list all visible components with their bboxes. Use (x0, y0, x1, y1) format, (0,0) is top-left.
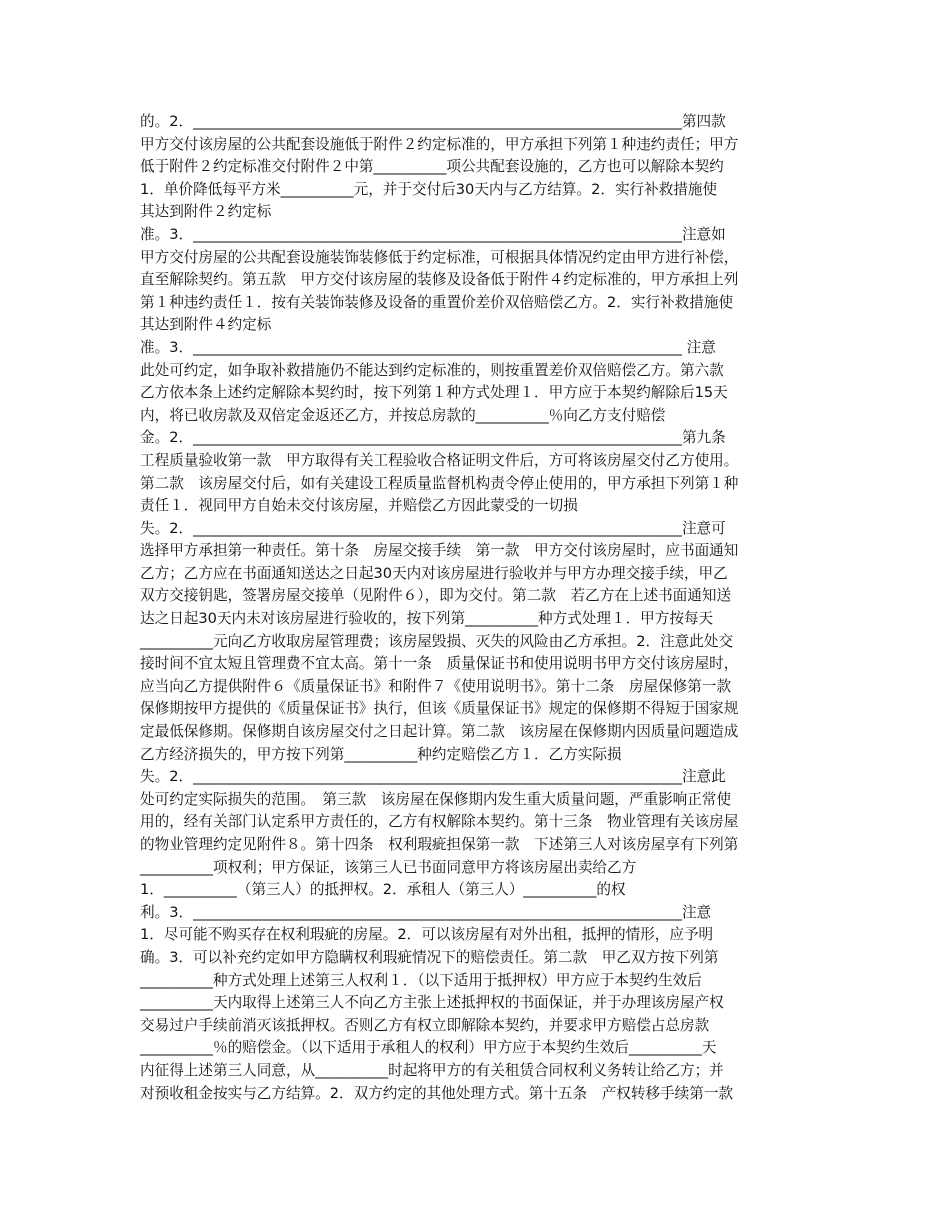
text-line: 选择甲方承担第一种责任。第十条 房屋交接手续 第一款 甲方交付该房屋时，应书面通知 (140, 542, 739, 560)
text-line: 1．尽可能不购买存在权利瑕疵的房屋。2．可以该房屋有对外出租，抵押的情形，应予明 (140, 926, 714, 944)
text-line: 失。2．___________________________________________________________________注意可 (140, 519, 726, 537)
text-line: 1．单价降低每平方米__________元，并于交付后30天内与乙方结算。2．实行补救措施使 (140, 180, 718, 198)
text-line: 直至解除契约。第五款 甲方交付该房屋的装修及设备低于附件４约定标准的，甲方承担上列 (140, 271, 739, 289)
text-line: __________项权利；甲方保证，该第三人已书面同意甲方将该房屋出卖给乙方 (140, 858, 637, 876)
text-line: 用的，经有关部门认定系甲方责任的，乙方有权解除本契约。第十三条 物业管理有关该房屋 (140, 813, 739, 831)
text-line: 内，将已收房款及双倍定金返还乙方，并按总房款的__________％向乙方支付赔偿 (140, 406, 666, 424)
text-line: 甲方交付该房屋的公共配套设施低于附件２约定标准的，甲方承担下列第１种违约责任；甲方 (140, 135, 739, 153)
text-line: 乙方；乙方应在书面通知送达之日起30天内对该房屋进行验收并与甲方办理交接手续，甲乙 (140, 564, 728, 582)
text-line: 甲方交付房屋的公共配套设施装饰装修低于约定标准，可根据具体情况约定由甲方进行补偿， (140, 248, 739, 266)
text-line: 责任１．视同甲方自始未交付该房屋，并赔偿乙方因此蒙受的一切损 (140, 497, 578, 515)
text-line: 应当向乙方提供附件６《质量保证书》和附件７《使用说明书》。第十二条 房屋保修第一款 (140, 677, 732, 695)
text-line: __________％的赔偿金。（以下适用于承租人的权利）甲方应于本契约生效后__________天 (140, 1039, 717, 1057)
text-line: 金。2．___________________________________________________________________第九条 (140, 429, 726, 447)
text-line: 的。2．___________________________________________________________________第四款 (140, 113, 726, 130)
text-line: 定最低保修期。保修期自该房屋交付之日起计算。第二款 该房屋在保修期内因质量问题造成 (140, 723, 739, 741)
text-line: __________种方式处理上述第三人权利１．（以下适用于抵押权）甲方应于本契约生效后 (140, 971, 702, 989)
text-line: 工程质量验收第一款 甲方取得有关工程验收合格证明文件后，方可将该房屋交付乙方使用。 (140, 451, 739, 469)
text-line: 第二款 该房屋交付后，如有关建设工程质量监督机构责令停止使用的，甲方承担下列第１种 (140, 474, 739, 492)
text-line: 其达到附件４约定标 (140, 316, 272, 334)
text-line: 低于附件２约定标准交付附件２中第__________项公共配套设施的，乙方也可以解除本契约 (140, 158, 724, 176)
text-line: 乙方经济损失的，甲方按下列第__________种约定赔偿乙方１．乙方实际损 (140, 745, 622, 763)
text-line: 利。3．___________________________________________________________________注意 (140, 903, 712, 921)
text-line: 其达到附件２约定标 (140, 203, 272, 221)
text-line: 准。3．___________________________________________________________________注意如 (140, 225, 726, 243)
text-line: 第１种违约责任１．按有关装饰装修及设备的重置价差价双倍赔偿乙方。2．实行补救措施使 (140, 293, 734, 311)
text-line: 确。3．可以补充约定如甲方隐瞒权利瑕疵情况下的赔偿责任。第二款 甲乙双方按下列第 (140, 948, 719, 966)
text-line: __________天内取得上述第三人不向乙方主张上述抵押权的书面保证，并于办理该房屋产权 (140, 994, 724, 1012)
text-line: 处可约定实际损失的范围。 第三款 该房屋在保修期内发生重大质量问题，严重影响正常使 (140, 790, 732, 808)
text-line: 对预收租金按实与乙方结算。2．双方约定的其他处理方式。第十五条 产权转移手续第一款 (140, 1084, 734, 1102)
text-line: 双方交接钥匙，签署房屋交接单（见附件６），即为交付。第二款 若乙方在上述书面通知送 (140, 587, 732, 605)
text-line: 此处可约定，如争取补救措施仍不能达到约定标准的，则按重置差价双倍赔偿乙方。第六款 (140, 361, 724, 379)
text-line: __________元向乙方收取房屋管理费；该房屋毁损、灭失的风险由乙方承担。2．注意此处交 (140, 632, 734, 650)
document-body (140, 111, 810, 1105)
text-line: 保修期按甲方提供的《质量保证书》执行，但该《质量保证书》规定的保修期不得短于国家规 (140, 700, 739, 718)
text-line: 准。3．___________________________________________________________________ 注意 (140, 338, 716, 356)
text-line: 达之日起30天内未对该房屋进行验收的，按下列第__________种方式处理１．甲方按每天 (140, 610, 714, 628)
text-line: 内征得上述第三人同意，从__________时起将甲方的有关租赁合同权利义务转让给乙方；并 (140, 1061, 724, 1079)
text-line: 1．__________（第三人）的抵押权。2．承租人（第三人）__________的权 (140, 881, 626, 899)
text-line: 的物业管理约定见附件８。第十四条 权利瑕疵担保第一款 下述第三人对该房屋享有下列第 (140, 836, 739, 853)
text-line: 交易过户手续前消灭该抵押权。否则乙方有权立即解除本契约，并要求甲方赔偿占总房款 (140, 1016, 710, 1034)
text-line: 乙方依本条上述约定解除本契约时，按下列第１种方式处理１．甲方应于本契约解除后15天 (140, 384, 728, 402)
text-line: 接时间不宜太短且管理费不宜太高。第十一条 质量保证书和使用说明书甲方交付该房屋时， (140, 655, 739, 673)
text-line: 失。2．___________________________________________________________________注意此 (140, 768, 726, 786)
